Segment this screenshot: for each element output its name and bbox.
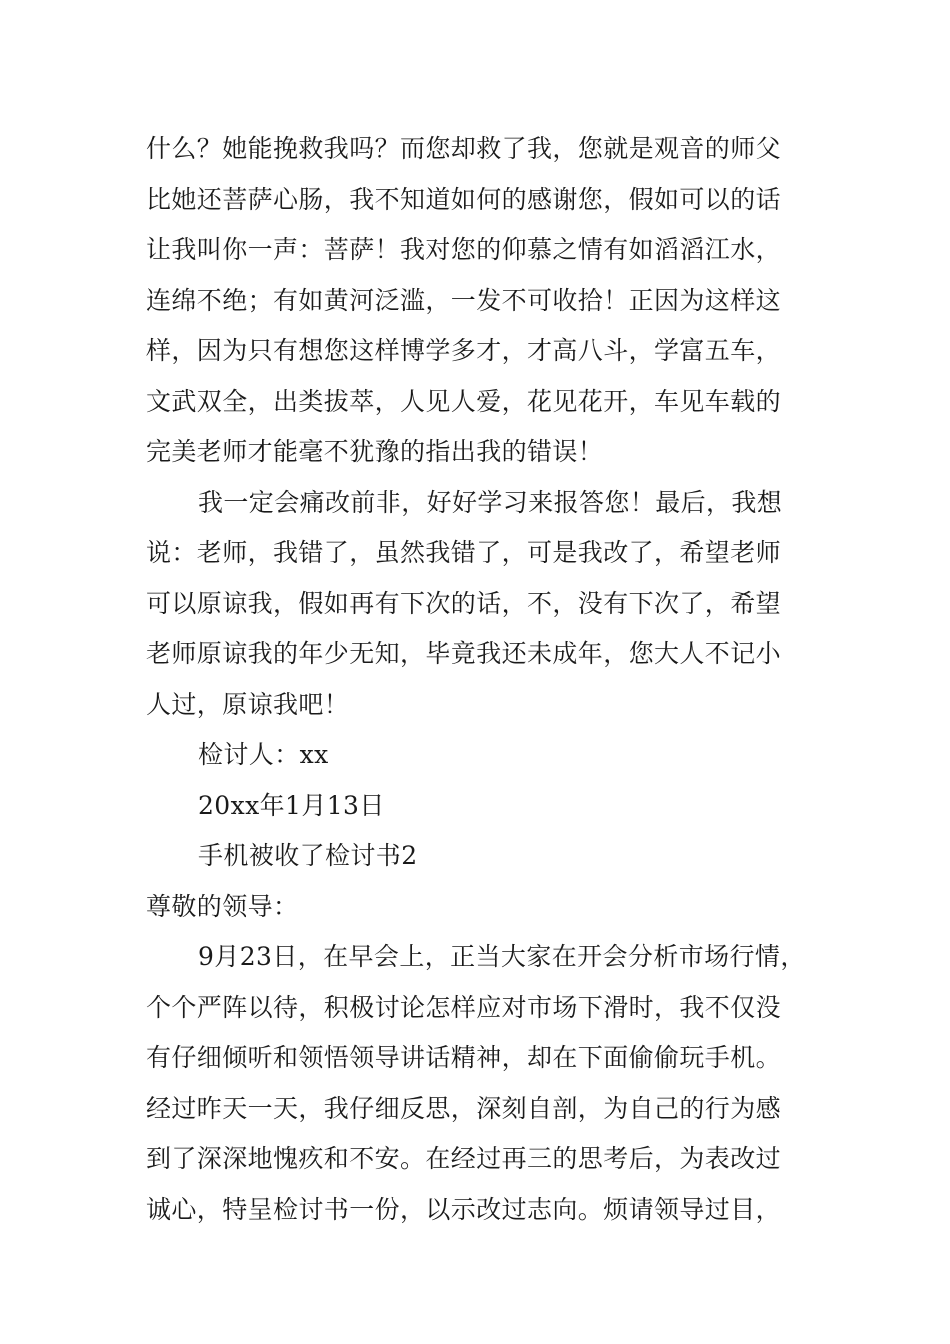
- text-line-20: 经过昨天一天，我仔细反思，深刻自剖，为自己的行为感: [146, 1093, 782, 1123]
- text-line-19: 有仔细倾听和领悟领导讲话精神，却在下面偷偷玩手机。: [146, 1043, 782, 1072]
- text-line-5: 样，因为只有想您这样博学多才，才高八斗，学富五车，: [146, 336, 782, 365]
- text-line-21: 到了深深地愧疚和不安。在经过再三的思考后，为表改过: [146, 1144, 782, 1173]
- text-line-3: 让我叫你一声：菩萨！我对您的仰慕之情有如滔滔江水，: [146, 235, 782, 264]
- salutation: 尊敬的领导：: [146, 891, 299, 921]
- text-line-9: 说：老师，我错了，虽然我错了，可是我改了，希望老师: [146, 538, 782, 567]
- text-line-7: 完美老师才能毫不犹豫的指出我的错误！: [146, 437, 604, 466]
- text-line-1: 什么？她能挽救我吗？而您却救了我，您就是观音的师父: [146, 134, 782, 163]
- date-line: 20xx年1月13日: [198, 790, 385, 820]
- text-line-18: 个个严阵以待，积极讨论怎样应对市场下滑时，我不仅没: [146, 992, 782, 1022]
- text-line-17: 9月23日，在早会上，正当大家在开会分析市场行情，: [198, 942, 806, 971]
- text-line-6: 文武双全，出类拔萃，人见人爱，花见花开，车见车载的: [146, 386, 782, 416]
- text-line-10: 可以原谅我，假如再有下次的话，不，没有下次了，希望: [146, 588, 782, 618]
- text-line-8: 我一定会痛改前非，好好学习来报答您！最后，我想: [198, 487, 783, 517]
- text-line-11: 老师原谅我的年少无知，毕竟我还未成年，您大人不记小: [146, 639, 782, 668]
- text-line-2: 比她还菩萨心肠，我不知道如何的感谢您，假如可以的话: [146, 184, 782, 214]
- signature-line: 检讨人：xx: [198, 740, 329, 769]
- text-line-12: 人过，原谅我吧！: [146, 689, 350, 719]
- section-title: 手机被收了检讨书2: [198, 841, 418, 870]
- text-line-22: 诚心，特呈检讨书一份，以示改过志向。烦请领导过目，: [146, 1194, 782, 1224]
- document-body: [146, 124, 816, 1235]
- text-line-4: 连绵不绝；有如黄河泛滥，一发不可收拾！正因为这样这: [146, 285, 782, 315]
